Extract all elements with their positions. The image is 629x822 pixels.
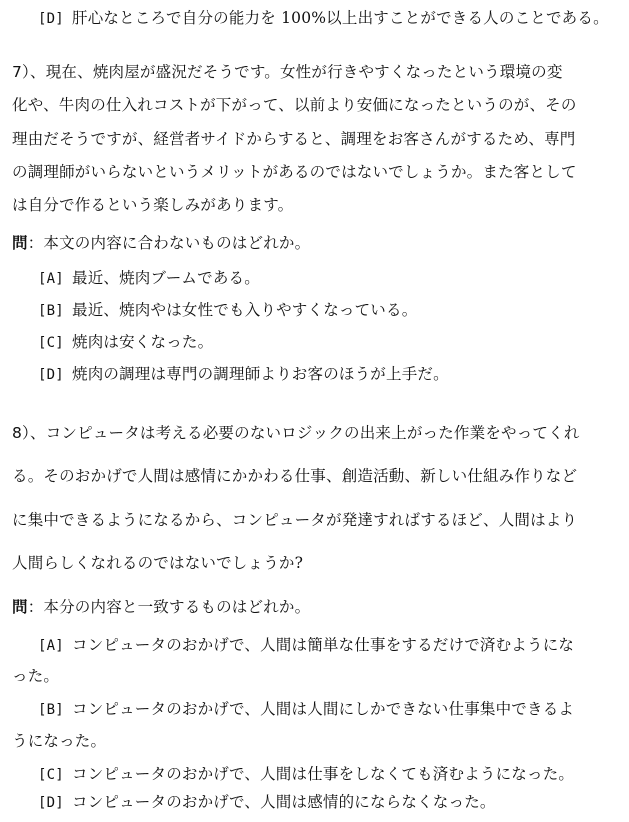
q8-passage-line-1 <box>12 421 580 443</box>
q7-passage-line-3: 理由だそうですが、経営者サイドからすると、調理をお客さんがするため、専門 <box>12 130 576 148</box>
q8-passage-line-2: る。そのおかげで人間は感情にかかわる仕事、創造活動、新しい仕組み作りなど <box>12 467 578 485</box>
question-text: ：本分の内容と一致するものはどれか。 <box>27 598 311 616</box>
option-mark: [A] <box>38 638 64 654</box>
question-label: 問 <box>12 598 28 616</box>
passage-text: 、コンピュータは考える必要のないロジックの出来上がった作業をやってくれ <box>30 424 580 442</box>
option-text: 肝心なところで自分の能力を 100%以上出すことができる人のことである。 <box>72 9 609 27</box>
option-text: コンピュータのおかげで、人間は仕事をしなくても済むようになった。 <box>72 765 575 783</box>
q7-option-c <box>38 330 213 352</box>
option-text: 焼肉は安くなった。 <box>72 333 214 351</box>
option-text: コンピュータのおかげで、人間は感情的にならなくなった。 <box>72 793 496 811</box>
q8-option-a <box>38 633 574 655</box>
option-mark: [D] <box>38 11 64 27</box>
q8-option-a-continued: った。 <box>12 667 60 685</box>
q7-option-d <box>38 362 449 384</box>
option-mark: [B] <box>38 303 64 319</box>
q8-passage-line-4: 人間らしくなれるのではないでしょうか? <box>12 554 304 572</box>
q7-option-a <box>38 266 260 288</box>
option-mark: [C] <box>38 767 64 783</box>
q8-option-b <box>38 697 574 719</box>
option-mark: [C] <box>38 335 64 351</box>
previous-question-option-d <box>38 6 609 28</box>
option-text: コンピュータのおかげで、人間は人間にしかできない仕事集中できるよ <box>72 700 575 718</box>
q7-option-b <box>38 298 417 320</box>
q8-option-c <box>38 762 574 784</box>
option-mark: [D] <box>38 367 64 383</box>
q7-passage-line-4: の調理師がいらないというメリットがあるのではないでしょうか。また客として <box>12 163 577 181</box>
option-mark: [A] <box>38 271 64 287</box>
q8-option-d <box>38 790 496 812</box>
q8-option-b-continued: うになった。 <box>12 732 107 750</box>
q7-question <box>12 231 310 253</box>
q8-question <box>12 595 310 617</box>
q7-passage-line-1 <box>12 60 563 82</box>
q8-passage-line-3: に集中できるようになるから、コンピュータが発達すればするほど、人間はより <box>12 511 578 529</box>
option-mark: [D] <box>38 795 64 811</box>
option-text: 焼肉の調理は専門の調理師よりお客のほうが上手だ。 <box>72 365 449 383</box>
q7-passage-line-2: 化や、牛肉の仕入れコストが下がって、以前より安価になったというのが、その <box>12 96 577 114</box>
option-text: コンピュータのおかげで、人間は簡単な仕事をするだけで済むようにな <box>72 636 575 654</box>
q7-passage-line-5: は自分で作るという楽しみがあります。 <box>12 196 294 214</box>
passage-text: 、現在、焼肉屋が盛況だそうです。女性が行きやすくなったという環境の変 <box>30 63 563 81</box>
question-text: ：本文の内容に合わないものはどれか。 <box>27 234 311 252</box>
q8-number: 8） <box>12 424 31 442</box>
question-label: 問 <box>12 234 28 252</box>
option-text: 最近、焼肉やは女性でも入りやすくなっている。 <box>72 301 418 319</box>
option-mark: [B] <box>38 702 64 718</box>
option-text: 最近、焼肉ブームである。 <box>72 269 260 287</box>
q7-number: 7） <box>12 63 31 81</box>
